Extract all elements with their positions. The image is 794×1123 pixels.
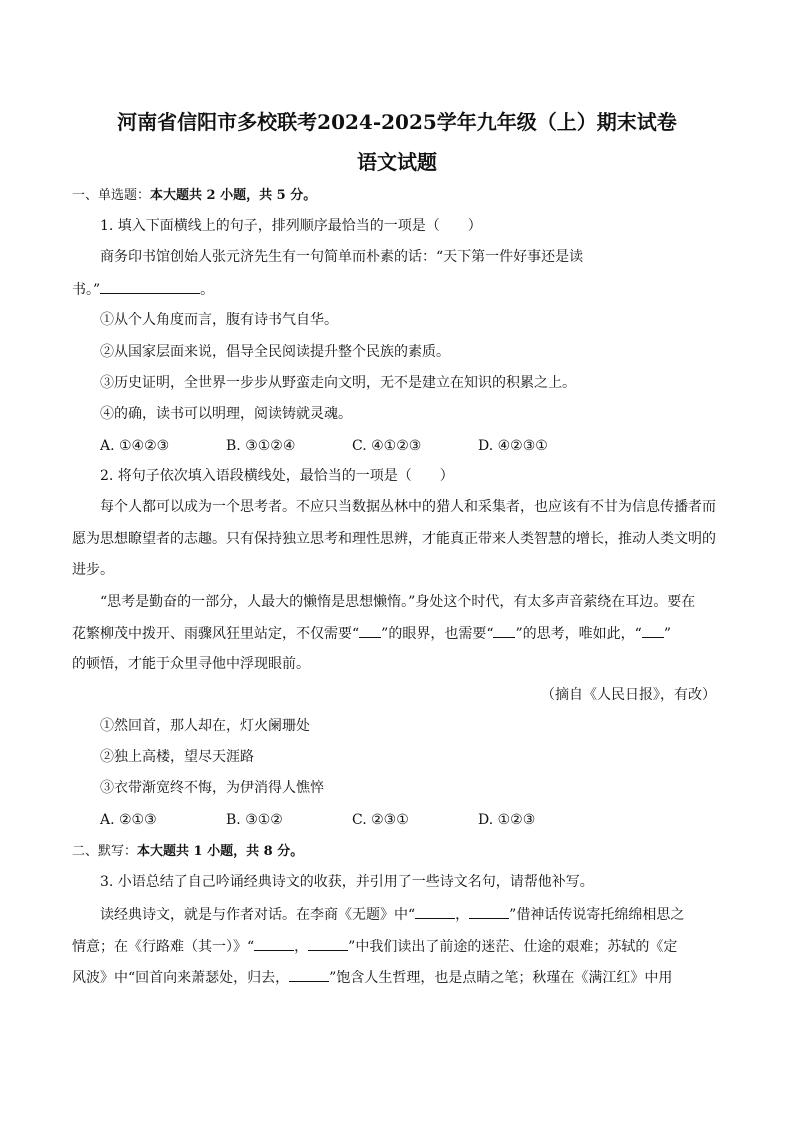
passage-text: ， xyxy=(294,939,309,955)
question-1-passage-line-1: 商务印书馆创始人张元济先生有一句简单而朴素的话：“天下第一件好事还是读 xyxy=(100,249,584,265)
question-2-passage-line-1: 每个人都可以成为一个思考者。不应只当数据丛林中的猎人和采集者，也应该有不甘为信息传播者而 xyxy=(100,499,716,515)
passage-text: 读经典诗文，就是与作者对话。在李商《无题》中“ xyxy=(100,907,416,923)
question-2-sentence-1: ①然回首，那人却在，灯火阑珊处 xyxy=(100,718,310,734)
answer-blank xyxy=(254,936,294,951)
question-2-option-c: C. ②③① xyxy=(352,812,409,828)
passage-text: 。 xyxy=(200,282,215,298)
section-2-label: 二、默写： xyxy=(72,844,138,859)
answer-blank xyxy=(289,967,329,982)
question-2-option-d: D. ①②③ xyxy=(478,812,536,828)
question-2-passage-line-3: 进步。 xyxy=(72,562,114,578)
question-1-sentence-3: ③历史证明，全世界一步步从野蛮走向文明，无不是建立在知识的积累之上。 xyxy=(100,375,576,391)
question-1-sentence-1: ①从个人角度而言，腹有诗书气自华。 xyxy=(100,312,338,328)
answer-blank xyxy=(308,936,348,951)
question-2-option-a: A. ②①③ xyxy=(100,812,157,828)
passage-text: 风波》中“回首向来萧瑟处，归去， xyxy=(72,970,290,986)
question-2-option-b: B. ③①② xyxy=(226,812,283,828)
section-1-desc: 本大题共 2 小题，共 5 分。 xyxy=(150,188,317,203)
question-3-passage-line-2 xyxy=(72,936,677,957)
passage-text: ”饱含人生哲理，也是点睛之笔；秋瑾在《满江红》中用 xyxy=(329,970,673,986)
question-1-option-c: C. ④①②③ xyxy=(352,438,422,454)
exam-subtitle: 语文试题 xyxy=(357,150,437,174)
passage-text: ， xyxy=(455,907,470,923)
question-3-passage-line-1 xyxy=(100,904,684,925)
section-1-heading xyxy=(72,186,316,206)
question-2-passage-line-6: 的顿悟，才能于众里寻他中浮现眼前。 xyxy=(72,656,310,672)
passage-text: 书。” xyxy=(72,282,101,298)
question-1-sentence-2: ②从国家层面来说，倡导全民阅读提升整个民族的素质。 xyxy=(100,344,450,360)
answer-blank xyxy=(100,279,200,294)
section-2-heading xyxy=(72,842,303,862)
section-1-label: 一、单选题： xyxy=(72,188,151,203)
passage-text: 情意；在《行路难（其一）》“ xyxy=(72,939,255,955)
question-2-source: （摘自《人民日报》，有改） xyxy=(541,687,716,703)
question-2-passage-line-4: “思考是勤奋的一部分，人最大的懒惰是思想懒惰。”身处这个时代，有太多声音萦绕在耳边。要在 xyxy=(100,594,696,610)
question-2-passage-line-5 xyxy=(72,623,671,644)
answer-blank xyxy=(415,904,455,919)
exam-title: 河南省信阳市多校联考2024-2025学年九年级（上）期末试卷 xyxy=(117,110,677,134)
question-2-sentence-2: ②独上高楼，望尽天涯路 xyxy=(100,749,254,765)
question-1-passage-line-2 xyxy=(72,279,214,300)
answer-blank xyxy=(359,623,381,638)
question-3-stem: 3. 小语总结了自己吟诵经典诗文的收获，并引用了一些诗文名句，请帮他补写。 xyxy=(100,874,594,890)
question-1-sentence-4: ④的确，读书可以明理，阅读铸就灵魂。 xyxy=(100,406,352,422)
answer-blank xyxy=(469,904,509,919)
question-2-sentence-3: ③衣带渐宽终不悔，为伊消得人憔悴 xyxy=(100,780,324,796)
passage-text: ”的眼界，也需要“ xyxy=(381,626,494,642)
passage-text: ”的思考，唯如此，“ xyxy=(515,626,642,642)
passage-text: 花繁柳茂中拨开、雨骤风狂里站定，不仅需要“ xyxy=(72,626,360,642)
question-1-option-d: D. ④②③① xyxy=(478,438,548,454)
passage-text: ” xyxy=(663,626,671,642)
passage-text: ”借神话传说寄托绵绵相思之 xyxy=(509,907,685,923)
answer-blank xyxy=(493,623,515,638)
question-3-passage-line-3 xyxy=(72,967,672,988)
question-2-stem: 2. 将句子依次填入语段横线处，最恰当的一项是（ ） xyxy=(100,468,454,484)
section-2-desc: 本大题共 1 小题，共 8 分。 xyxy=(137,844,304,859)
answer-blank xyxy=(642,623,664,638)
question-2-passage-line-2: 愿为思想瞭望者的志趣。只有保持独立思考和理性思辨，才能真正带来人类智慧的增长，推动人类文明的 xyxy=(72,531,716,547)
question-1-stem: 1. 填入下面横线上的句子，排列顺序最恰当的一项是（ ） xyxy=(100,218,482,234)
question-1-option-b: B. ③①②④ xyxy=(226,438,296,454)
question-1-option-a: A. ①④②③ xyxy=(100,438,170,454)
passage-text: ”中我们读出了前途的迷茫、仕途的艰难；苏轼的《定 xyxy=(348,939,678,955)
